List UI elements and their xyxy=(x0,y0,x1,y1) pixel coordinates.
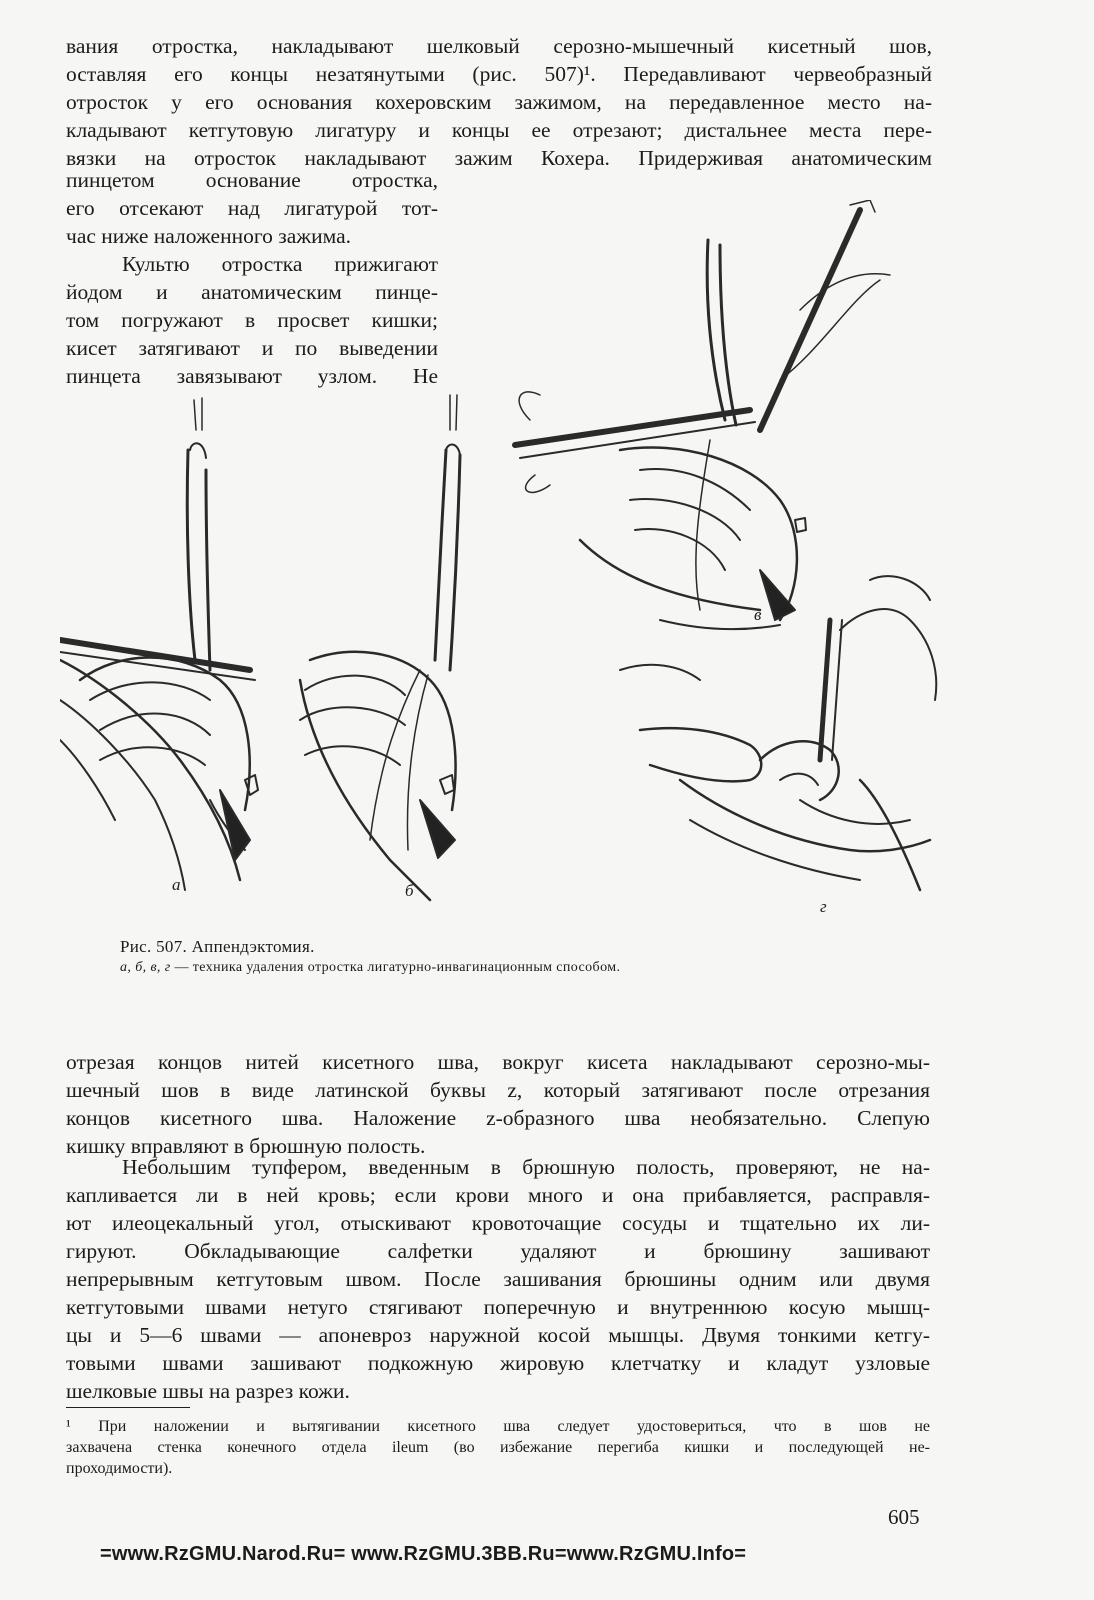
panel-label-a: а xyxy=(172,875,181,894)
text-line: Небольшим тупфером, введенным в брюшную полость, проверяют, не на- xyxy=(122,1155,930,1179)
text-line: отросток у его основания кохеровским зажимом, на передавленное место на- xyxy=(66,90,932,114)
panel-c-drawing xyxy=(515,200,890,629)
text-line: непрерывным кетгутовым швом. После зашивания брюшины одним или двумя xyxy=(66,1267,930,1291)
text-line: кишку вправляют в брюшную полость. xyxy=(66,1134,426,1158)
panel-b-drawing xyxy=(300,395,460,900)
caption-title: Рис. 507. Аппендэктомия. xyxy=(120,937,315,956)
text-line: концов кисетного шва. Наложение z-образного шва необязательно. Слепую xyxy=(66,1106,930,1130)
footnote-line: ¹ При наложении и вытягивании кисетного шва следует удостовериться, что в шов не xyxy=(66,1418,930,1435)
panel-d-drawing xyxy=(620,576,936,890)
text-line: капливается ли в ней кровь; если крови много и она прибавляется, расправля- xyxy=(66,1183,930,1207)
text-line: вязки на отросток накладывают зажим Кохера. Придерживая анатомическим xyxy=(66,146,932,170)
panel-label-c: в xyxy=(754,605,762,624)
text-line: вания отростка, накладывают шелковый серозно-мышечный кисетный шов, xyxy=(66,34,932,58)
text-line: кладывают кетгутовую лигатуру и концы ее отрезают; дистальнее места пере- xyxy=(66,118,932,142)
footnote-divider xyxy=(66,1407,190,1408)
text-line: йодом и анатомическим пинце- xyxy=(66,280,438,304)
appendectomy-figure xyxy=(60,200,940,930)
footnote-line: проходимости). xyxy=(66,1460,173,1477)
text-line: кисет затягивают и по выведении xyxy=(66,336,438,360)
watermark: =www.RzGMU.Narod.Ru= www.RzGMU.3BB.Ru=www.RzGMU.Info= xyxy=(100,1543,747,1565)
text-line: кетгутовыми швами нетуго стягивают поперечную и внутреннюю косую мышц- xyxy=(66,1295,930,1319)
text-line: час ниже наложенного зажима. xyxy=(66,224,352,248)
top-paragraph xyxy=(66,32,932,172)
panel-a-drawing xyxy=(60,398,258,890)
text-line: пинцета завязывают узлом. Не xyxy=(66,364,438,388)
text-line: товыми швами зашивают подкожную жировую клетчатку и кладут узловые xyxy=(66,1351,930,1375)
text-line: гируют. Обкладывающие салфетки удаляют и брюшину зашивают xyxy=(66,1239,930,1263)
caption-panel-letters: а, б, в, г xyxy=(120,960,171,975)
text-line: пинцетом основание отростка, xyxy=(66,168,438,192)
text-line: его отсекают над лигатурой тот- xyxy=(66,196,438,220)
bottom-paragraph-2 xyxy=(66,1153,930,1405)
bottom-paragraph-1 xyxy=(66,1048,930,1160)
footnote xyxy=(66,1416,930,1479)
text-line: цы и 5—6 швами — апоневроз наружной косой мышцы. Двумя тонкими кетгу- xyxy=(66,1323,930,1347)
text-line: оставляя его концы незатянутыми (рис. 507)¹. Передавливают червеобразный xyxy=(66,62,932,86)
page-number: 605 xyxy=(888,1505,920,1529)
panel-label-d: г xyxy=(820,897,827,916)
text-line: шечный шов в виде латинской буквы z, который затягивают после отрезания xyxy=(66,1078,930,1102)
text-line: ют илеоцекальный угол, отыскивают кровоточащие сосуды и тщательно их ли- xyxy=(66,1211,930,1235)
surgical-illustration xyxy=(60,200,940,930)
panel-label-b: б xyxy=(405,881,414,900)
text-line: том погружают в просвет кишки; xyxy=(66,308,438,332)
caption-description xyxy=(120,958,960,978)
footnote-line: захвачена стенка конечного отдела ileum (во избежание перегиба кишки и последующей не- xyxy=(66,1439,930,1456)
text-line: отрезая концов нитей кисетного шва, вокруг кисета накладывают серозно-мы- xyxy=(66,1050,930,1074)
text-line: Культю отростка прижигают xyxy=(122,252,438,276)
text-line: шелковые швы на разрез кожи. xyxy=(66,1379,350,1403)
figure-caption xyxy=(120,936,960,978)
caption-body: — техника удаления отростка лигатурно-инвагинационным способом. xyxy=(170,960,621,975)
